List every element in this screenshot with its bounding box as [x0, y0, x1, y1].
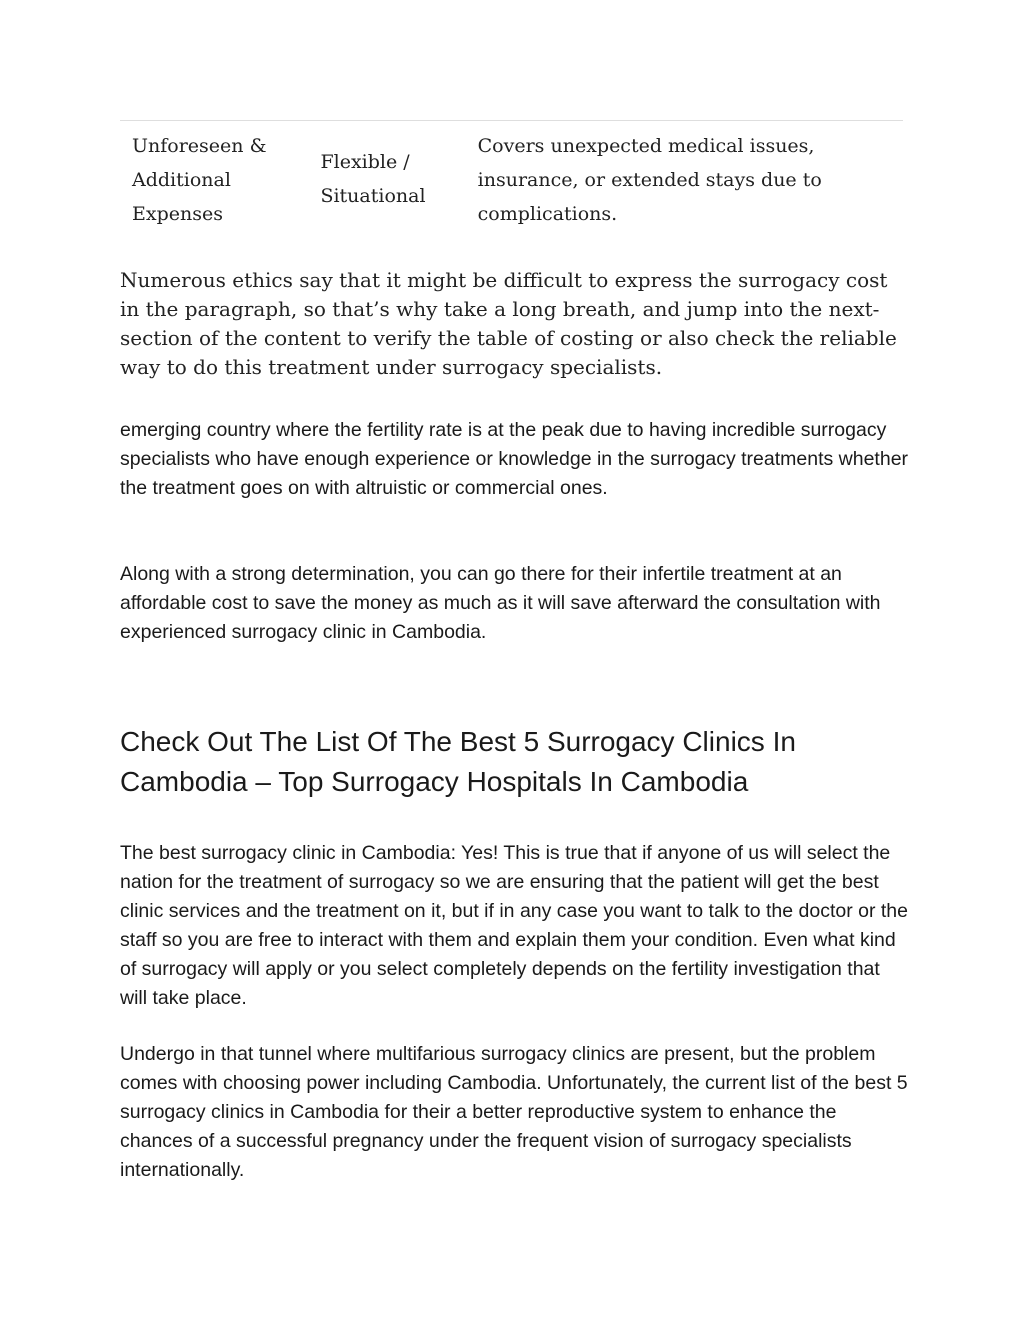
- cost-table: [120, 120, 903, 231]
- cost-category-cell: Unforeseen & Additional Expenses: [132, 135, 267, 225]
- intro-paragraph: Numerous ethics say that it might be difficult to express the surrogacy cost in the paragraph, so that’s why take a long breath, and jump into the next-section of the content to verify the table of costing or also check the reliable way to do this treatment under surrogacy specialists.: [120, 268, 897, 379]
- best-clinic-paragraph: The best surrogacy clinic in Cambodia: Yes! This is true that if anyone of us will select the nation for the treatment of surrogacy so we are ensuring that the patient will get the best clinic services and the treatment on it, but if in any case you want to talk to the doctor or the staff so you are free to interact with them and explain them your condition. Even what kind of surrogacy will apply or you select completely depends on the fertility investigation that will take place.: [120, 842, 908, 1009]
- undergo-paragraph: Undergo in that tunnel where multifarious surrogacy clinics are present, but the problem comes with choosing power including Cambodia. Unfortunately, the current list of the best 5 surrogacy clinics in Cambodia for their a better reproductive system to enhance the chances of a successful pregnancy under the frequent vision of surrogacy specialists internationally.: [120, 1043, 908, 1181]
- cost-description-cell: Covers unexpected medical issues, insurance, or extended stays due to complications.: [477, 135, 822, 225]
- section-heading: Check Out The List Of The Best 5 Surrogacy Clinics In Cambodia – Top Surrogacy Hospitals In Cambodia: [120, 726, 796, 797]
- emerging-country-paragraph: emerging country where the fertility rate is at the peak due to having incredible surrogacy specialists who have enough experience or knowledge in the surrogacy treatments whether the treatment goes on with altruistic or commercial ones.: [120, 419, 909, 499]
- determination-paragraph: Along with a strong determination, you can go there for their infertile treatment at an affordable cost to save the money as much as it will save afterward the consultation with experienced surrogacy clinic in Cambodia.: [120, 563, 881, 643]
- cost-amount-cell: Flexible / Situational: [320, 151, 426, 207]
- table-row: [120, 121, 903, 232]
